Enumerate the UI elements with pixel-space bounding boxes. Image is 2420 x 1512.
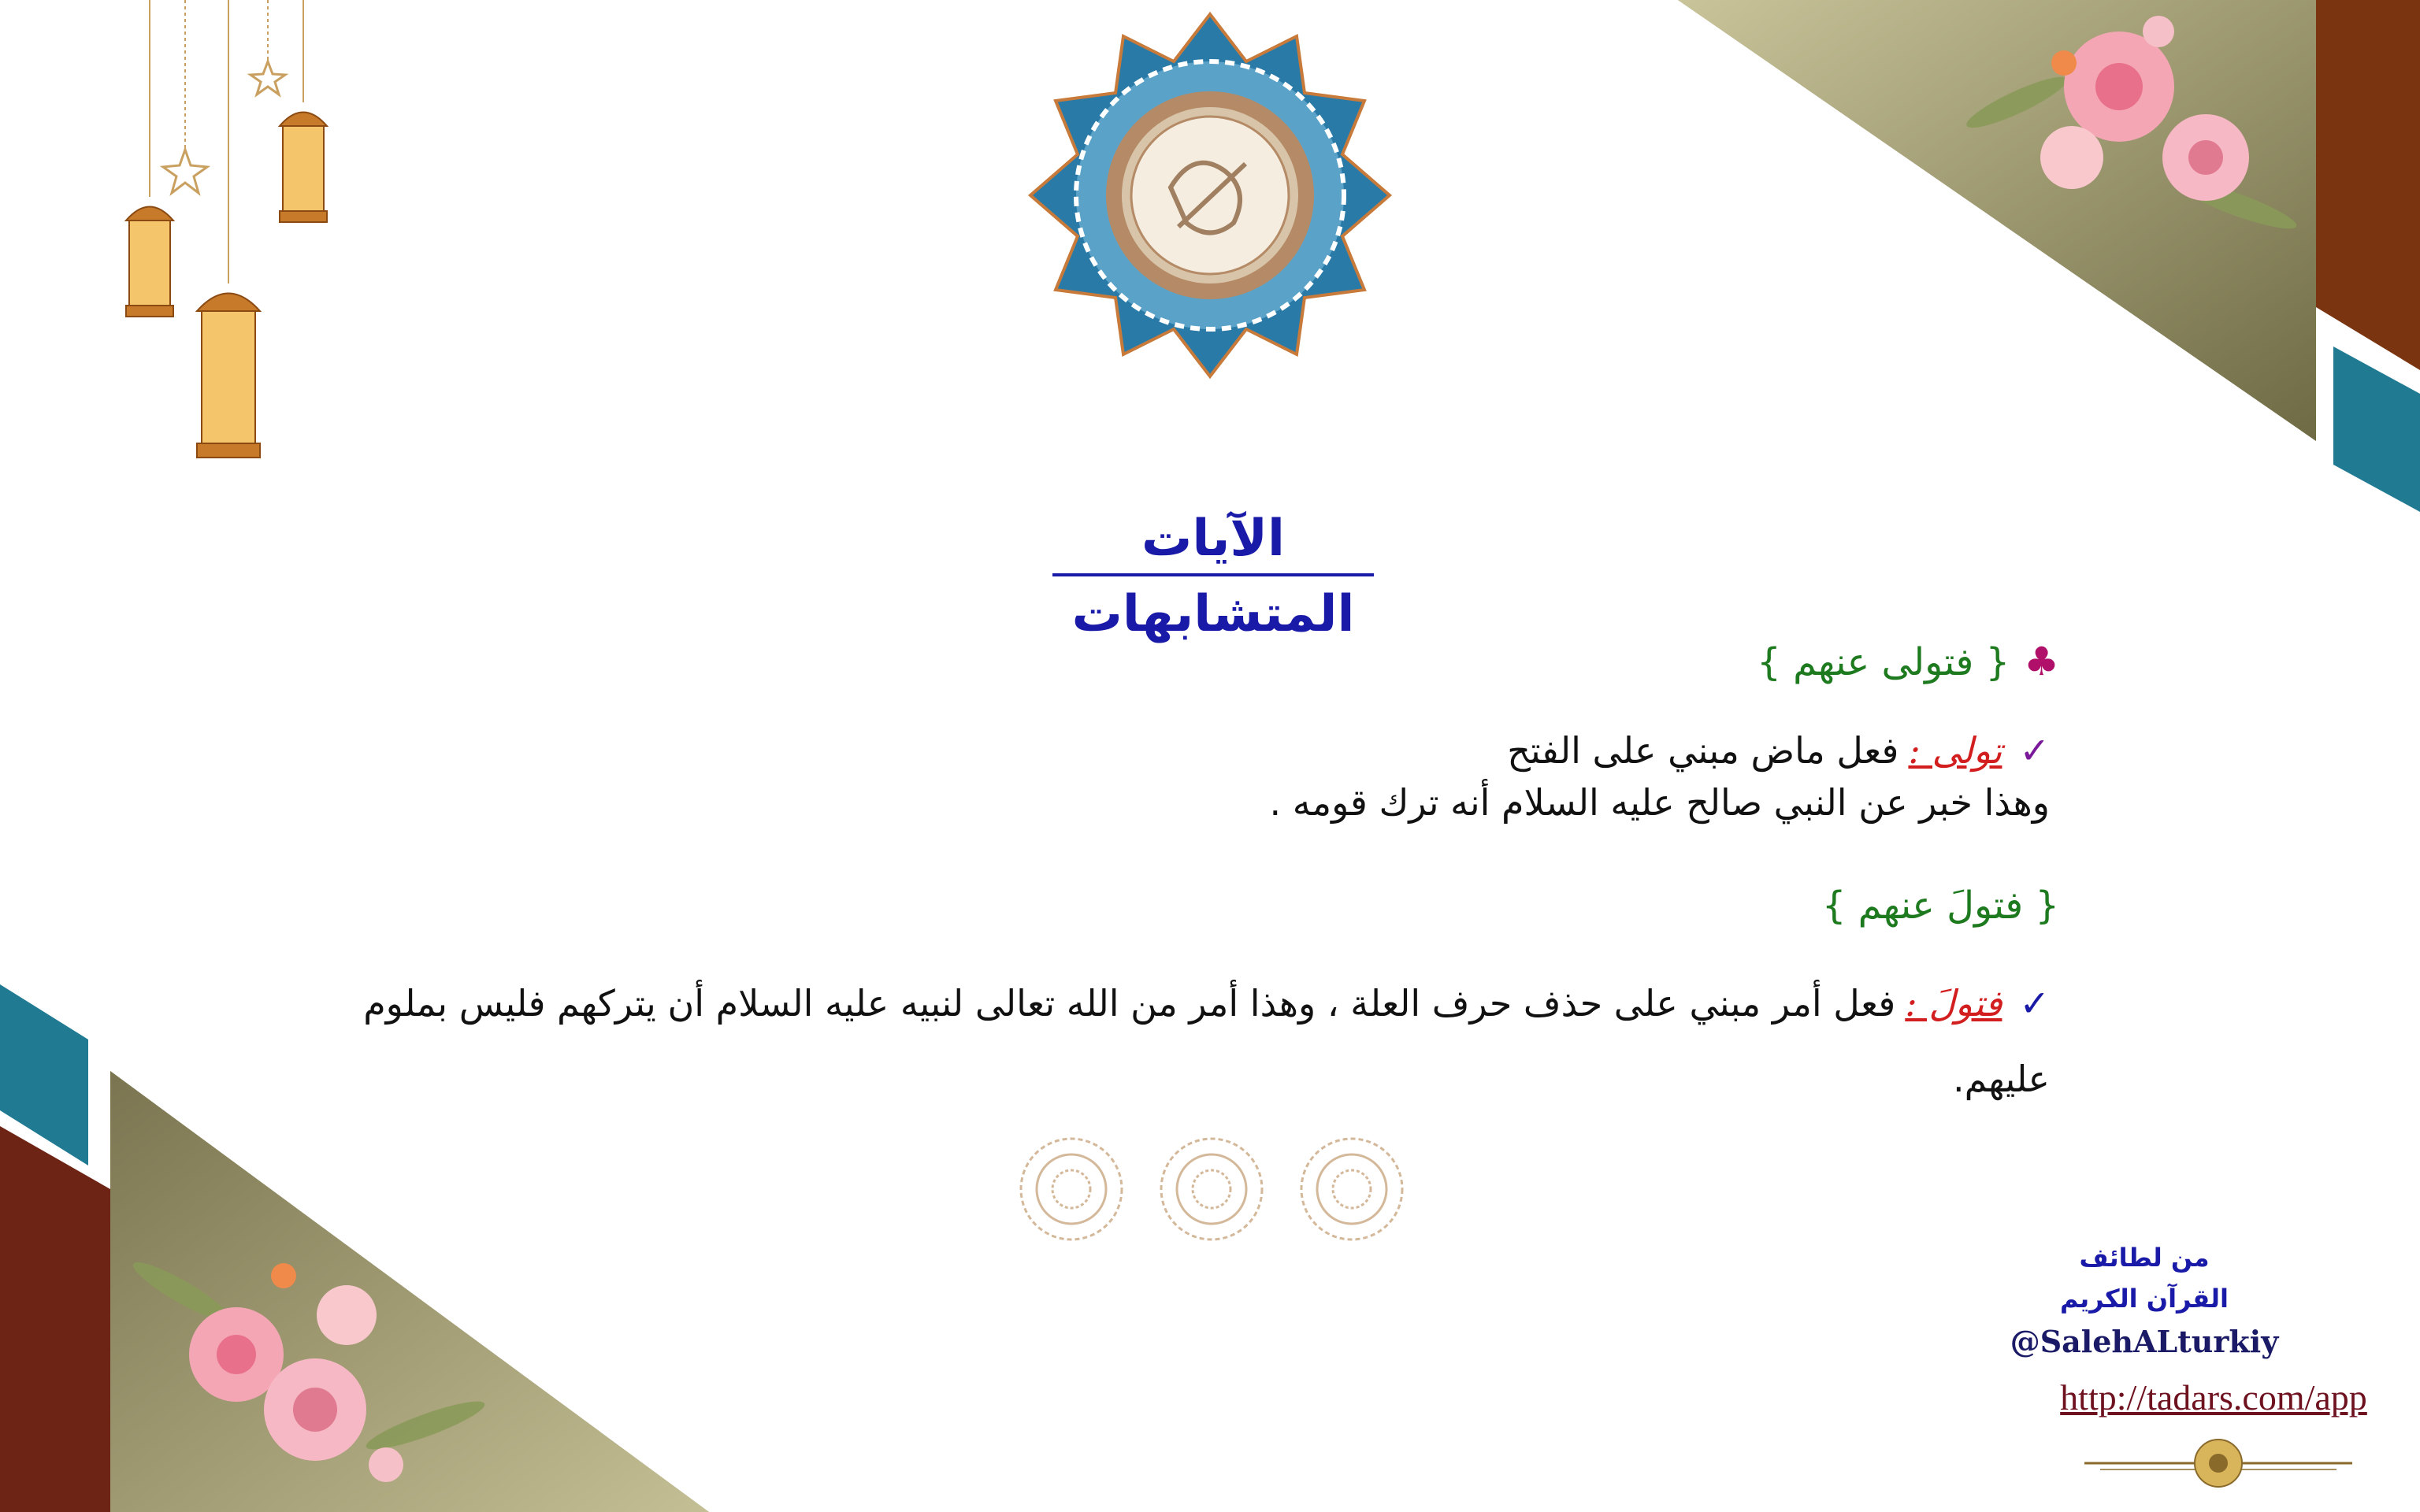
divider-ornament-icon xyxy=(2077,1432,2360,1495)
rosette-ornaments-icon xyxy=(1016,1134,1410,1244)
credit-handle: @SalehALturkiy xyxy=(2010,1324,2279,1359)
page-title: الآيات المتشابهات xyxy=(1052,501,1374,576)
explanation-1-text-1: فعل ماض مبني على الفتح xyxy=(1507,729,1899,772)
credit-line-2: القرآن الكريم xyxy=(2060,1284,2229,1314)
explanation-2-text: فعل أمر مبني على حذف حرف العلة ، وهذا أمر من الله تعالى لنبيه عليه السلام أن يتركهم فليس بملوم عليهم. xyxy=(363,982,2050,1100)
verse-1 xyxy=(1587,630,2059,693)
term-2: فتولَ : xyxy=(1905,982,2002,1025)
credit-line-1: من لطائف xyxy=(2079,1243,2210,1273)
quran-medallion-icon xyxy=(1024,9,1396,381)
checkmark-icon: ✓ xyxy=(2019,729,2050,772)
explanation-1 xyxy=(1104,724,2050,835)
explanation-1-line-2: وهذا خبر عن النبي صالح عليه السلام أنه ترك قومه . xyxy=(1269,781,2050,824)
checkmark-icon: ✓ xyxy=(2019,982,2050,1025)
term-1: تولى : xyxy=(1908,729,2002,772)
flowers-bottom-left-icon xyxy=(126,1228,488,1512)
flowers-top-right-icon xyxy=(1954,0,2316,268)
bottom-left-brown-band xyxy=(0,1126,110,1512)
club-bullet-icon: ♣ xyxy=(2024,639,2059,684)
lanterns-icon xyxy=(102,0,362,488)
explanation-1-line-1 xyxy=(1104,724,2050,776)
tadars-link[interactable]: http://tadars.com/app xyxy=(2060,1377,2367,1418)
verse-1-text: { فتولى عنهم } xyxy=(1757,640,2010,684)
verse-2: { فتولَ عنهم } xyxy=(1821,884,2059,928)
explanation-2 xyxy=(291,965,2418,1117)
top-right-brown-band xyxy=(2316,0,2420,370)
explanation-2-body xyxy=(291,965,2418,1117)
teal-shape-right xyxy=(2333,346,2420,512)
